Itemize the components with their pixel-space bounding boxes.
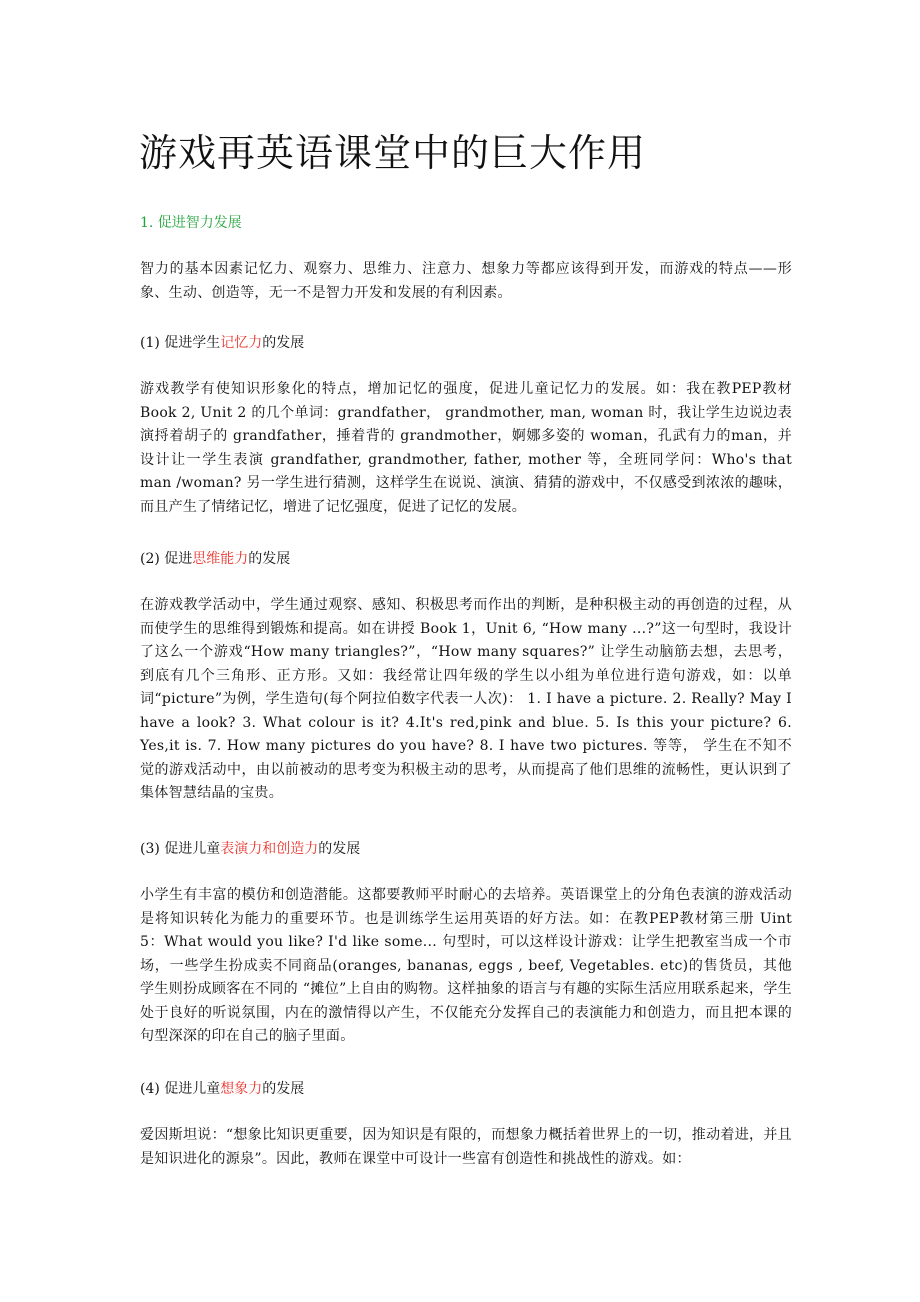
highlighted-term: 思维能力 xyxy=(192,551,249,567)
subheading-suffix: 的发展 xyxy=(248,551,291,567)
subheading-suffix: 的发展 xyxy=(262,1081,305,1097)
subheading-prefix: (2) 促进 xyxy=(140,551,193,567)
paragraph-imagination: 爱因斯坦说：“想象比知识更重要，因为知识是有限的，而想象力概括着世界上的一切，推动着进，并且是知识进化的源泉”。因此，教师在课堂中可设计一些富有创造性和挑战性的游戏。如： xyxy=(140,1127,792,1167)
subheading-prefix: (1) 促进学生 xyxy=(140,335,221,351)
highlighted-term: 想象力 xyxy=(220,1081,263,1097)
highlighted-term: 记忆力 xyxy=(220,335,263,351)
paragraph-memory: 游戏教学有使知识形象化的特点，增加记忆的强度，促进儿童记忆力的发展。如：我在教PEP教材 Book 2, Unit 2 的几个单词：grandfather， grandmother, man, woman 时，我让学生边说边表演捋着胡子的 grandfather，捶着背的 grandmother，婀娜多姿的 woman，孔武有力的man，并设计让一学生表演 grandfather, grandmother, father, mother 等，全班同学问：Who's that man /woman? 另一学生进行猜测，这样学生在说说、演演、猜猜的游戏中，不仅感受到浓浓的趣味，而且产生了情绪记忆，增进了记忆强度，促进了记忆的发展。 xyxy=(140,381,792,515)
subheading-prefix: (4) 促进儿童 xyxy=(140,1081,221,1097)
paragraph-thinking: 在游戏教学活动中，学生通过观察、感知、积极思考而作出的判断，是种积极主动的再创造的过程，从而使学生的思维得到锻炼和提高。如在讲授 Book 1，Unit 6, “How many ...?”这一句型时，我设计了这么一个游戏“How many triangles?”，“How many squares?” 让学生动脑筋去想，去思考，到底有几个三角形、正方形。又如：我经常让四年级的学生以小组为单位进行造句游戏，如：以单词“picture”为例，学生造句(每个阿拉伯数字代表一人次)： 1. I have a picture. 2. Really? May I have a look? 3. What colour is it? 4.It's red,pink and blue. 5. Is this your picture? 6. Yes,it is. 7. How many pictures do you have? 8. I have two pictures. 等等， 学生在不知不觉的游戏活动中，由以前被动的思考变为积极主动的思考，从而提高了他们思维的流畅性，更认识到了集体智慧结晶的宝贵。 xyxy=(140,597,792,801)
intro-paragraph: 智力的基本因素记忆力、观察力、思维力、注意力、想象力等都应该得到开发，而游戏的特点——形象、生动、创造等，无一不是智力开发和发展的有利因素。 xyxy=(140,261,792,301)
document-title: 游戏再英语课堂中的巨大作用 xyxy=(139,131,647,175)
subheading-suffix: 的发展 xyxy=(318,841,361,857)
subheading-imagination xyxy=(140,1078,304,1098)
highlighted-term: 表演力和创造力 xyxy=(220,841,319,857)
subheading-prefix: (3) 促进儿童 xyxy=(140,841,221,857)
subheading-performance xyxy=(140,838,360,858)
subheading-suffix: 的发展 xyxy=(262,335,305,351)
subheading-memory xyxy=(140,332,304,352)
paragraph-performance: 小学生有丰富的模仿和创造潜能。这都要教师平时耐心的去培养。英语课堂上的分角色表演的游戏活动是将知识转化为能力的重要环节。也是训练学生运用英语的好方法。如：在教PEP教材第三册 Uint 5：What would you like? I'd like some... 句型时，可以这样设计游戏：让学生把教室当成一个市场，一些学生扮成卖不同商品(oranges, bananas, eggs , beef, Vegetables. etc)的售货员，其他学生则扮成顾客在不同的 “摊位”上自由的购物。这样抽象的语言与有趣的实际生活应用联系起来，学生处于良好的听说氛围，内在的激情得以产生，不仅能充分发挥自己的表演能力和创造力，而且把本课的句型深深的印在自己的脑子里面。 xyxy=(140,887,792,1044)
section-heading: 1. 促进智力发展 xyxy=(140,215,242,231)
subheading-thinking xyxy=(140,548,290,568)
